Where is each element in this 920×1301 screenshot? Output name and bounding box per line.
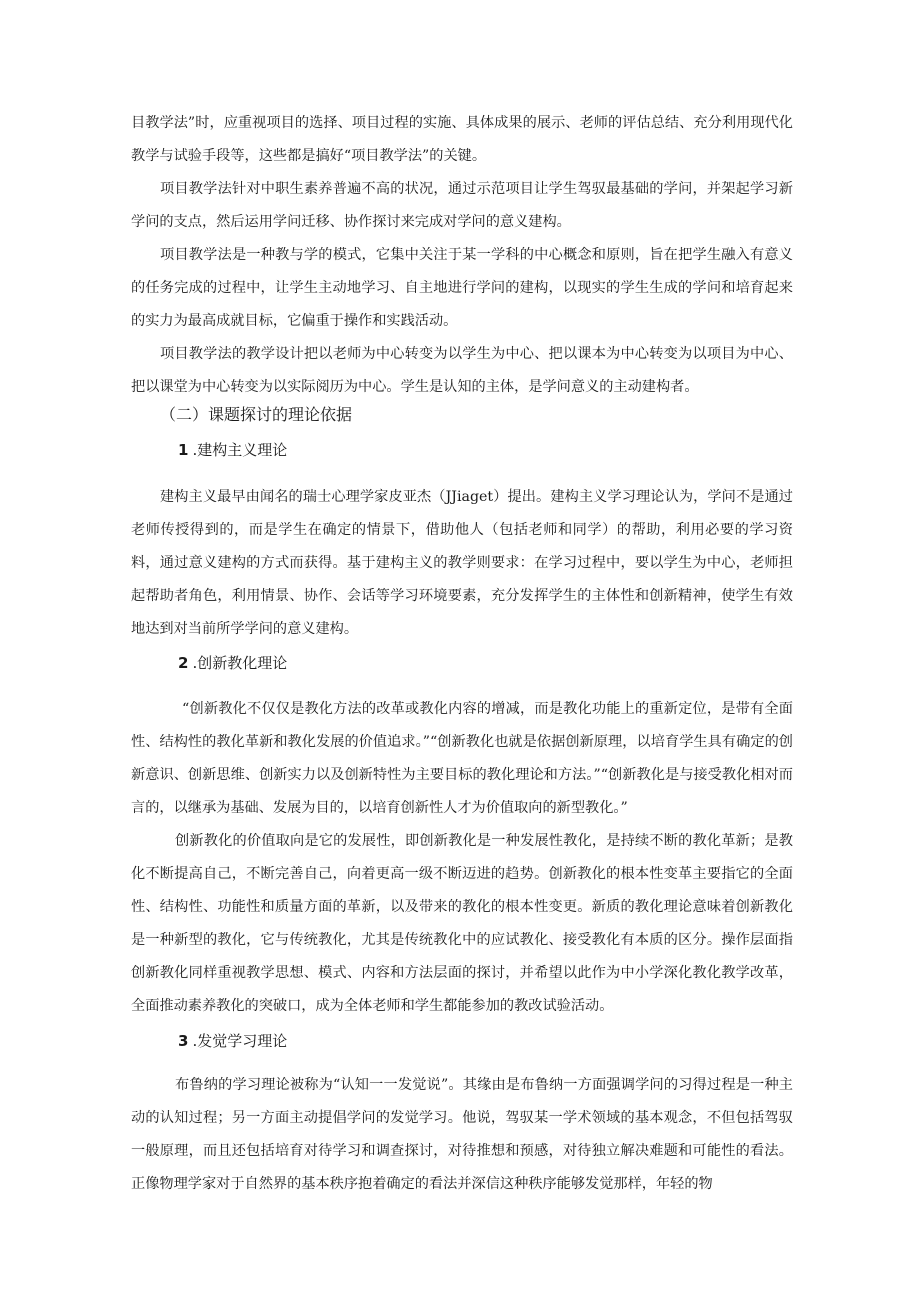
heading-text: .创新教化理论 [192,654,288,672]
section-heading [160,403,352,427]
heading-text: .发觉学习理论 [192,1032,288,1050]
paragraph-project-method-design: 项目教学法的教学设计把以老师为中心转变为以学生为中心、把以课本为中心转变为以项目为中心、把以课堂为中心转变为以实际阅历为中心。学生是认知的主体，是学问意义的主动建构者。 [131,346,793,395]
heading-number: 2 [178,654,189,672]
heading-innovation-education [178,651,287,675]
paragraph-innovation-value: 创新教化的价值取向是它的发展性，即创新教化是一种发展性教化，是持续不断的教化革新；是教化不断提高自己，不断完善自己，向着更高一级不断迈进的趋势。创新教化的根本性变革主要指它的全面性、结构性、功能性和质量方面的革新，以及带来的教化的根本性变更。新质的教化理论意味着创新教化是一种新型的教化，它与传统教化，尤其是传统教化中的应试教化、接受教化有本质的区分。操作层面指创新教化同样重视教学思想、模式、内容和方法层面的探讨，并希望以此作为中小学深化教化教学改革，全面推动素养教化的突破口，成为全体老师和学生都能参加的教改试验活动。 [131,833,793,1014]
paragraph-project-method-vocational: 项目教学法针对中职生素养普遍不高的状况，通过示范项目让学生驾驭最基础的学问，并架起学习新学问的支点，然后运用学问迁移、协作探讨来完成对学问的意义建构。 [131,181,793,230]
paragraph-bruner-theory: 布鲁纳的学习理论被称为“认知一一发觉说”。其缘由是布鲁纳一方面强调学问的习得过程是一种主动的认知过程；另一方面主动提倡学问的发觉学习。他说，驾驭某一学术领域的基本观念，不但包括驾驭一般原理，而且还包括培育对待学习和调查探讨，对待推想和预感，对待独立解决难题和可能性的看法。正像物理学家对于自然界的基本秩序抱着确定的看法并深信这种秩序能够发觉那样，年轻的物 [131,1077,793,1192]
paragraph-innovation-definition: “创新教化不仅仅是教化方法的改革或教化内容的增减，而是教化功能上的重新定位，是带有全面性、结构性的教化革新和教化发展的价值追求。”“创新教化也就是依据创新原理，以培育学生具有确定的创新意识、创新思维、创新实力以及创新特性为主要目标的教化理论和方法。”“创新教化是与接受教化相对而言的，以继承为基础、发展为目的，以培育创新性人才为价值取向的新型教化。” [131,701,793,816]
section-heading-text: （二）课题探讨的理论依据 [160,405,353,424]
paragraph-project-method-intro: 目教学法”时，应重视项目的选择、项目过程的实施、具体成果的展示、老师的评估总结、充分利用现代化教学与试验手段等，这些都是搞好“项目教学法”的关键。 [131,115,793,164]
heading-discovery-learning [178,1029,287,1053]
heading-number: 3 [178,1032,189,1050]
paragraph-constructivism: 建构主义最早由闻名的瑞士心理学家皮亚杰（JJiaget）提出。建构主义学习理论认为，学问不是通过老师传授得到的，而是学生在确定的情景下，借助他人（包括老师和同学）的帮助，利用必要的学习资料，通过意义建构的方式而获得。基于建构主义的教学则要求：在学习过程中，要以学生为中心，老师担起帮助者角色，利用情景、协作、会话等学习环境要素，充分发挥学生的主体性和创新精神，使学生有效地达到对当前所学学问的意义建构。 [131,489,793,637]
heading-constructivism [178,438,287,462]
paragraph-project-method-definition: 项目教学法是一种教与学的模式，它集中关注于某一学科的中心概念和原则，旨在把学生融入有意义的任务完成的过程中，让学生主动地学习、自主地进行学问的建构，以现实的学生生成的学问和培育起来的实力为最高成就目标，它偏重于操作和实践活动。 [131,247,793,329]
heading-number: 1 [178,441,189,459]
heading-text: .建构主义理论 [192,441,288,459]
